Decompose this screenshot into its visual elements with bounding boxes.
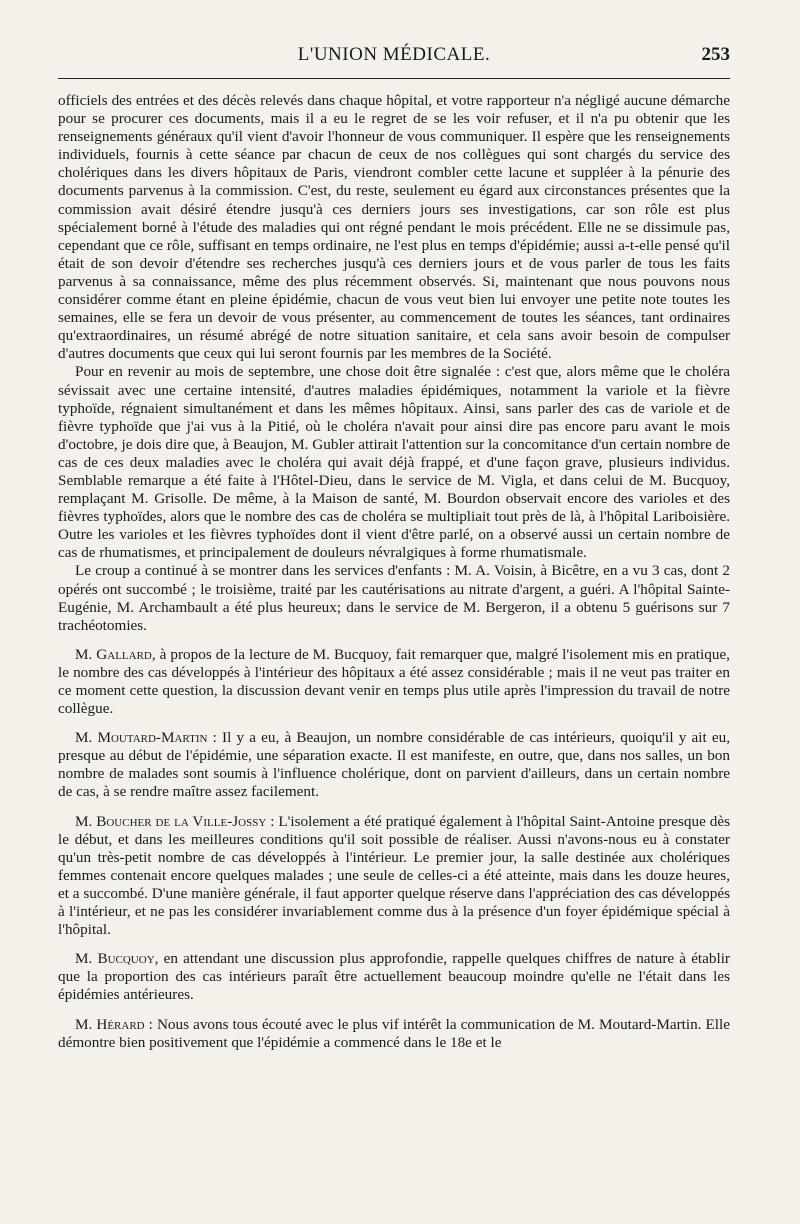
page-body <box>58 92 730 1052</box>
speaker-name: M. Gallard, <box>75 645 156 663</box>
running-header <box>58 44 730 80</box>
speaker-name: M. Bucquoy, <box>75 950 159 968</box>
speaker-paragraph <box>58 813 730 940</box>
journal-title: L'UNION MÉDICALE. <box>297 44 491 65</box>
speaker-name: M. Moutard-Martin : <box>75 729 217 747</box>
speaker-paragraph <box>58 646 730 718</box>
speaker-paragraph <box>58 1016 730 1052</box>
speaker-name: M. Hérard : <box>75 1015 153 1033</box>
paragraph-text: officiels des entrées et des décès relevés dans chaque hôpital, et votre rapporteur n'a négligé aucune démarche pour se procurer ces documents, mais il a eu le regret de se les voir refuser, et il n'a pu obtenir que les renseignements généraux qu'il vient d'avoir l'honneur de vous communiquer. Il espère que les renseignements individuels, fournis à cette séance par chacun de ceux de nos collègues qui sont chargés du service des cholériques dans les divers hôpitaux de Paris, viendront combler cette lacune et suppléer à la pénurie des documents parvenus à la commission. C'est, du reste, seulement eu égard aux circonstances présentes que la commission avait désiré étendre jusqu'à ces derniers jours ses investigations, car son rôle est plus spécialement borné à l'étude des maladies qui ont régné pendant le mois précédent. Elle ne se dissimule pas, cependant que ce rôle, suffisant en temps ordinaire, ne l'est plus en temps d'épidémie; aussi a-t-elle pensé qu'il était de son devoir d'étendre ses recherches jusqu'à ces derniers jours et de vous parler de tous les faits parvenus à sa connaissance, même des plus récemment observés. Si, maintenant que nous pouvons nous considérer comme étant en pleine épidémie, chacun de vous veut bien lui envoyer une petite note toutes les semaines, elle se fera un devoir de vous présenter, au commencement de toutes les séances, tant ordinaires qu'extraordinaires, un résumé abrégé de notre situation sanitaire, et cela sans avoir besoin de compulser d'autres documents que ceux qui lui seront fournis par les membres de la Société. <box>58 92 730 363</box>
speaker-paragraph <box>58 950 730 1004</box>
paragraph-text: Le croup a continué à se montrer dans les services d'enfants : M. A. Voisin, à Bicêtre, en a vu 3 cas, dont 2 opérés ont succombé ; le troisième, traité par les cautérisations au nitrate d'argent, a guéri. A l'hôpital Sainte-Eugénie, M. Archambault a été plus heureux; dans le service de M. Bergeron, il a obtenu 5 guérisons sur 7 trachéotomies. <box>58 562 730 634</box>
paragraph-text: Pour en revenir au mois de septembre, une chose doit être signalée : c'est que, alors même que le choléra sévissait avec une certaine intensité, d'autres maladies épidémiques, notamment la variole et la fièvre typhoïde, régnaient simultanément et dans les mêmes hôpitaux. Ainsi, sans parler des cas de variole et de fièvre typhoïde que j'ai vus à la Pitié, où le choléra n'avait pour ainsi dire pas encore paru avant le mois d'octobre, je dois dire que, à Beaujon, M. Gubler attirait l'attention sur la concomitance d'un certain nombre de cas de ces deux maladies avec le choléra qui avait déjà frappé, et d'une façon grave, plusieurs individus. Semblable remarque a été faite à l'Hôtel-Dieu, dans le service de M. Vigla, et dans celui de M. Bucquoy, remplaçant M. Grisolle. De même, à la Maison de santé, M. Bourdon observait encore des varioles et des fièvres typhoïdes, alors que le nombre des cas de choléra se multipliait tout près de là, à l'hôpital Lariboisière. Outre les varioles et les fièvres typhoïdes dont il vient d'être parlé, on a observé aussi un certain nombre de cas de rhumatismes, et principalement de douleurs névralgiques à forme rhumatismale. <box>58 363 730 562</box>
paragraph-text: en attendant une discussion plus approfondie, rappelle quelques chiffres de nature à établir que la proportion des cas intérieurs paraît être actuellement beaucoup moindre qu'elle ne l'était dans les épidémies antérieures. <box>58 950 730 1004</box>
paragraph-continuation <box>58 92 730 363</box>
paragraph-text: Nous avons tous écouté avec le plus vif intérêt la communication de M. Moutard-Martin. Elle démontre bien positivement que l'épidémie a commencé dans le 18e et le <box>58 1015 730 1051</box>
speaker-name: M. Boucher de la Ville-Jossy : <box>75 812 275 830</box>
speaker-paragraph <box>58 729 730 801</box>
paragraph-text: à propos de la lecture de M. Bucquoy, fait remarquer que, malgré l'isolement mis en pratique, le nombre des cas développés à l'intérieur des hôpitaux a été assez considérable ; mais il ne veut pas traiter en ce moment cette question, la discussion devant venir en temps plus utile après l'impression du travail de notre collègue. <box>58 645 730 718</box>
paragraph-text: Il y a eu, à Beaujon, un nombre considérable de cas intérieurs, quoiqu'il y ait eu, presque au début de l'épidémie, une séparation exacte. Il est manifeste, en outre, que, dans nos salles, un bon nombre de malades sont soumis à l'influence cholérique, dont on parvient d'ailleurs, dans un certain nombre de cas, à se rendre maître assez facilement. <box>58 729 731 801</box>
paragraph <box>58 562 730 634</box>
paragraph-text: L'isolement a été pratiqué également à l'hôpital Saint-Antoine presque dès le début, et dans les meilleures conditions qu'il soit possible de réaliser. Aussi n'avons-nous eu à constater qu'un très-petit nombre de cas développés à l'intérieur. Le premier jour, la salle destinée aux cholériques femmes contenait encore quelques malades ; une seule de celles-ci a été atteinte, mais dans les douze heures, et a succombé. D'une manière générale, il faut apporter quelque réserve dans l'appréciation des cas développés à l'intérieur, et ne pas les considérer invariablement comme dus à la présence d'un foyer épidémique spécial à l'hôpital. <box>58 812 731 939</box>
paragraph <box>58 363 730 562</box>
page-number: 253 <box>701 44 730 65</box>
header-rule <box>58 78 730 79</box>
